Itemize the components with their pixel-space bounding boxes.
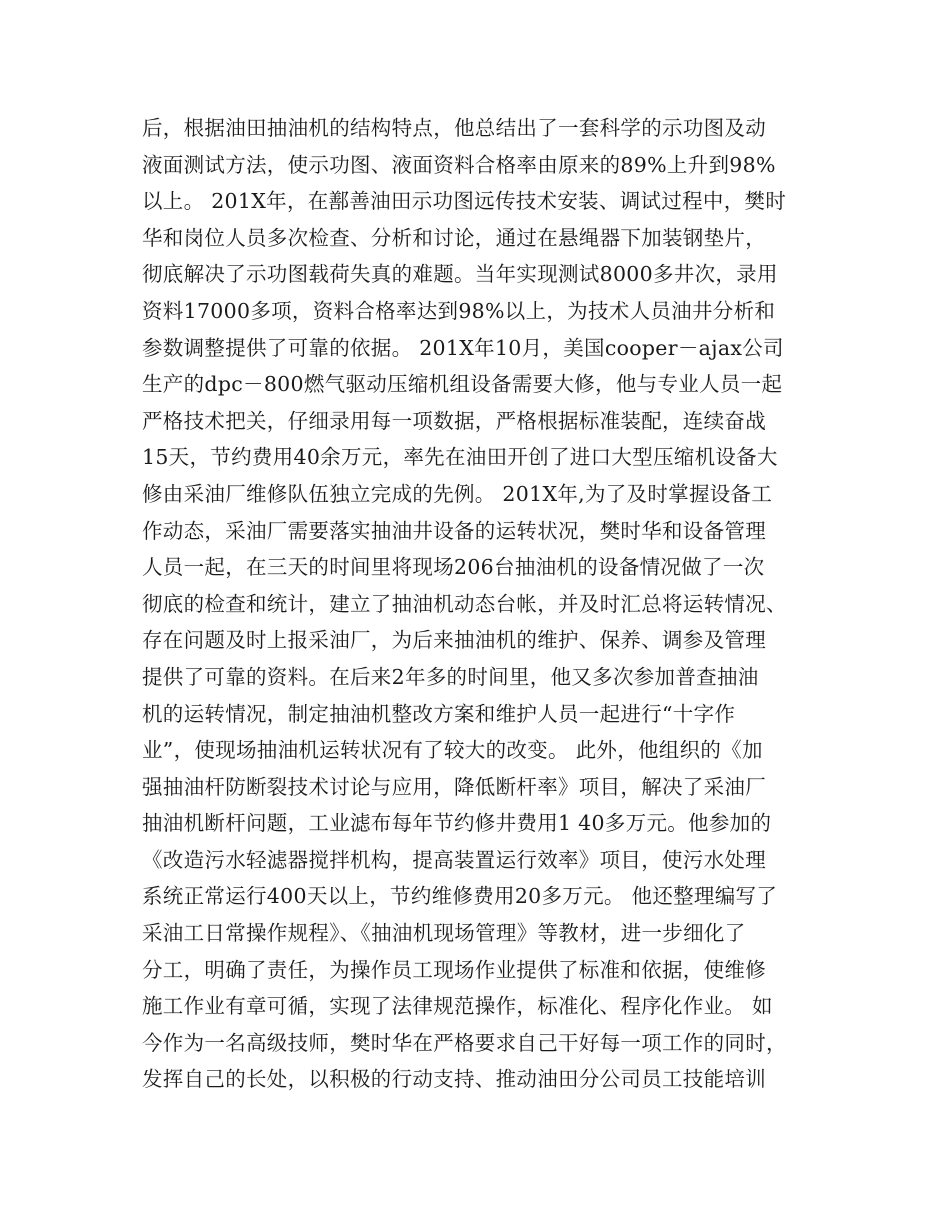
- text-line: 华和岗位人员多次检查、分析和讨论，通过在悬绳器下加装钢垫片，: [142, 225, 766, 250]
- text-line: 参数调整提供了可靠的依据。 201X年10月，美国cooper－ajax公司: [142, 335, 784, 360]
- text-line: 业”，使现场抽油机运转状况有了较大的改变。 此外，他组织的《加: [142, 738, 763, 763]
- text-line: 15天，节约费用40余万元，率先在油田开创了进口大型压缩机设备大: [142, 445, 778, 470]
- text-line: 彻底的检查和统计，建立了抽油机动态台帐，并及时汇总将运转情况、: [142, 591, 787, 616]
- text-line: 《改造污水轻滤器搅拌机构，提高装置运行效率》项目，使污水处理: [142, 847, 766, 872]
- text-line: 资料17000多项，资料合格率达到98%以上，为技术人员油井分析和: [142, 298, 776, 323]
- text-line: 采油工日常操作规程》、《抽油机现场管理》等教材，进一步细化了: [142, 921, 746, 946]
- text-line: 作动态，采油厂需要落实抽油井设备的运转状况，樊时华和设备管理: [142, 518, 766, 543]
- text-line: 生产的dpc－800燃气驱动压缩机组设备需要大修，他与专业人员一起: [142, 372, 783, 397]
- text-line: 机的运转情况，制定抽油机整改方案和维护人员一起进行“十字作: [142, 701, 736, 726]
- text-line: 分工，明确了责任，为操作员工现场作业提供了标准和依据，使维修: [142, 957, 766, 982]
- text-line: 严格技术把关，仔细录用每一项数据，严格根据标准装配，连续奋战: [142, 408, 766, 433]
- text-line: 液面测试方法，使示功图、液面资料合格率由原来的89%上升到98%: [142, 152, 776, 177]
- body-text: [142, 110, 812, 1098]
- text-line: 发挥自己的长处，以积极的行动支持、推动油田分公司员工技能培训: [142, 1067, 766, 1092]
- text-line: 修由采油厂维修队伍独立完成的先例。 201X年,为了及时掌握设备工: [142, 481, 773, 506]
- text-line: 强抽油杆防断裂技术讨论与应用，降低断杆率》项目，解决了采油厂: [142, 774, 766, 799]
- text-line: 施工作业有章可循，实现了法律规范操作，标准化、程序化作业。 如: [142, 994, 773, 1019]
- text-line: 彻底解决了示功图载荷失真的难题。当年实现测试8000多井次，录用: [142, 262, 778, 287]
- text-line: 抽油机断杆问题，工业滤布每年节约修井费用1 40多万元。他参加的: [142, 811, 772, 836]
- text-line: 提供了可靠的资料。在后来2年多的时间里，他又多次参加普查抽油: [142, 664, 759, 689]
- text-line: 后，根据油田抽油机的结构特点，他总结出了一套科学的示功图及动: [142, 116, 766, 140]
- text-line: 以上。 201X年，在鄯善油田示功图远传技术安装、调试过程中，樊时: [142, 189, 787, 214]
- text-line: 今作为一名高级技师，樊时华在严格要求自己干好每一项工作的同时，: [142, 1030, 787, 1055]
- text-line: 人员一起，在三天的时间里将现场206台抽油机的设备情况做了一次: [142, 555, 765, 580]
- text-line: 存在问题及时上报采油厂，为后来抽油机的维护、保养、调参及管理: [142, 628, 766, 653]
- text-line: 系统正常运行400天以上，节约维修费用20多万元。 他还整理编写了: [142, 884, 778, 909]
